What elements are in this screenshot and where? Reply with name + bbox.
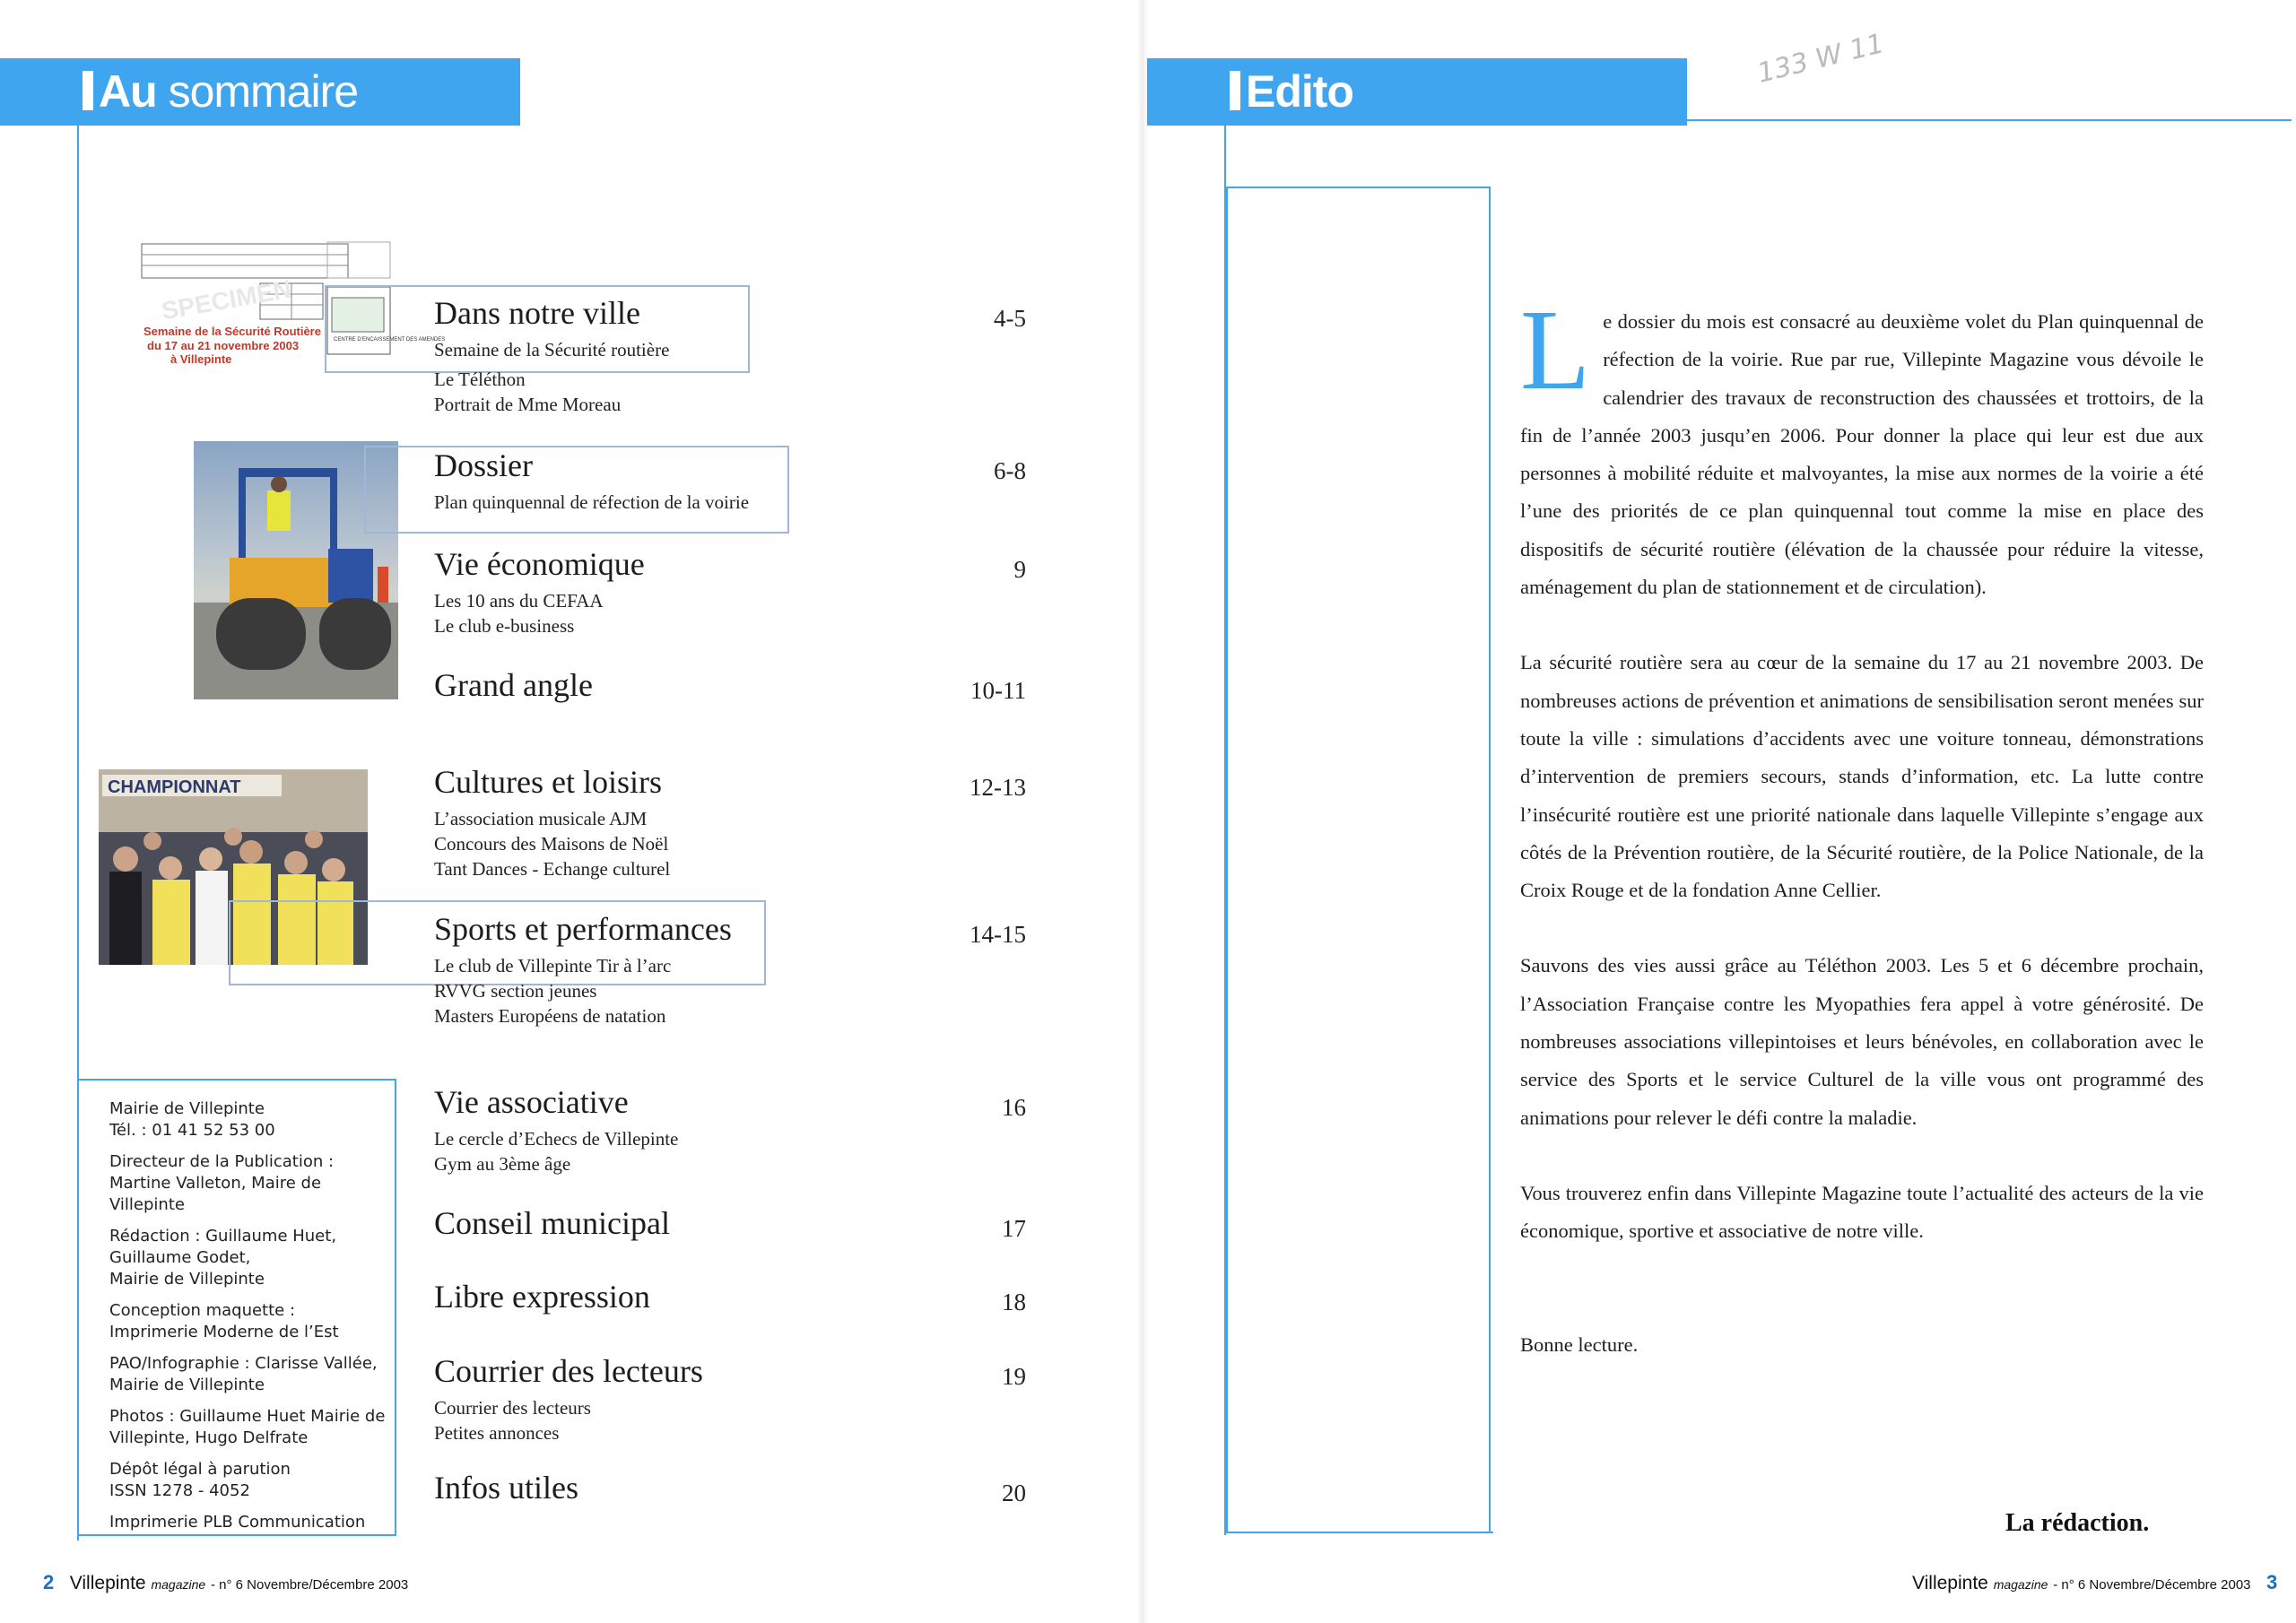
folio-issue: - n° 6 Novembre/Décembre 2003 xyxy=(211,1577,409,1593)
credits-box xyxy=(77,1079,396,1536)
ticket-line1: Semaine de la Sécurité Routière xyxy=(144,325,321,338)
toc-page-number: 17 xyxy=(1002,1215,1026,1242)
toc-page-number: 18 xyxy=(1002,1289,1026,1315)
sommaire-header-band xyxy=(0,58,520,126)
toc-title: Libre expression xyxy=(434,1279,650,1315)
toc-page-number: 10-11 xyxy=(970,677,1026,704)
handwritten-annotation: 133 W 11 xyxy=(1753,28,1888,90)
toc-page-number: 12-13 xyxy=(970,774,1026,801)
toc-entry-grand-angle[interactable] xyxy=(434,668,1026,704)
edito-closing: Bonne lecture. xyxy=(1520,1332,1639,1356)
toc-subitem: Courrier des lecteurs xyxy=(434,1396,591,1419)
toc-page-number: 16 xyxy=(1002,1094,1026,1121)
toc-subitem: L’association musicale AJM xyxy=(434,807,648,829)
toc-title: Vie économique xyxy=(434,546,645,582)
toc-subitem: Le club e-business xyxy=(434,614,575,637)
toc-page-number: 20 xyxy=(1002,1480,1026,1506)
toc-title: Grand angle xyxy=(434,667,593,703)
toc-entry-libre[interactable] xyxy=(434,1280,1026,1315)
ticket-line3: à Villepinte xyxy=(170,352,232,366)
credit-block: Mairie de Villepinte Tél. : 01 41 52 53 00 xyxy=(109,1099,275,1140)
toc-page-number: 14-15 xyxy=(970,921,1026,948)
toc-subitem: Gym au 3ème âge xyxy=(434,1152,571,1175)
left-page xyxy=(0,0,1144,1623)
toc-entry-conseil[interactable] xyxy=(434,1206,1026,1242)
toc-title: Infos utiles xyxy=(434,1470,578,1506)
page-number: 2 xyxy=(43,1571,55,1593)
header-bar-mark xyxy=(1230,71,1240,110)
credit-block: Conception maquette : Imprimerie Moderne de l’Est xyxy=(109,1301,339,1341)
toc-subitem: Concours des Maisons de Noël xyxy=(434,832,669,855)
folio-name: Villepinte xyxy=(69,1573,146,1593)
credit-block: PAO/Infographie : Clarisse Vallée, Mairie de Villepinte xyxy=(109,1354,378,1394)
toc-subitem: Petites annonces xyxy=(434,1421,560,1444)
folio-mag: magazine xyxy=(151,1577,206,1592)
toc-title: Conseil municipal xyxy=(434,1205,670,1241)
toc-subitem: Tant Dances - Echange culturel xyxy=(434,857,671,880)
toc-entry-courrier[interactable] xyxy=(434,1354,1026,1445)
edito-header-band xyxy=(1147,58,1687,126)
svg-text:SPECIMEN: SPECIMEN xyxy=(159,274,294,325)
edito-paragraph: Le dossier du mois est consacré au deuxième volet du Plan quinquennal de réfection de la voirie. Rue par rue, Villepinte Magazine vous dévoile le calendrier des travaux de reconstruction des chaussées et trottoirs, de la fin de l’année 2003 jusqu’en 2006. Pour donner la place qui leur est due aux personnes à mobilité réduite et malvoyantes, la mise aux normes de la voirie a été l’une des priorités de ce plan quinquennal tout comme la mise en place des dispositifs de sécurité routière (élévation de la chaussée pour réduire la vitesse, aménagement du plan de stationnement et de circulation). xyxy=(1520,286,2204,599)
edito-header: Edito xyxy=(1230,65,1353,117)
right-folio xyxy=(1912,1571,2277,1594)
edito-paragraph: La sécurité routière sera au cœur de la semaine du 17 au 21 novembre 2003. De nombreuses actions de prévention et animations de sensibilisation seront menées sur toute la ville : simulations d’accidents avec une voiture tonneau, démonstrations d’intervention de premiers secours, stands d’information, etc. La lutte contre l’insécurité routière est une priorité nationale dans laquelle Villepinte s’engage aux côtés de la Prévention routière, de la Sécurité routière, de la Police Nationale, de la Croix Rouge et de la fondation Anne Cellier. xyxy=(1520,651,2204,902)
sommaire-header-rest: sommaire xyxy=(168,66,359,117)
toc-title: Cultures et loisirs xyxy=(434,764,662,800)
toc-entry-economique[interactable] xyxy=(434,547,1026,638)
toc-page-number: 4-5 xyxy=(994,305,1026,332)
credit-block: Rédaction : Guillaume Huet, Guillaume Godet, Mairie de Villepinte xyxy=(109,1227,337,1289)
toc-entry-infos[interactable] xyxy=(434,1471,1026,1506)
folio-name: Villepinte xyxy=(1912,1573,1988,1593)
edito-paragraph: Vous trouverez enfin dans Villepinte Magazine toute l’actualité des acteurs de la vie économique, sportive et associative de notre ville. xyxy=(1520,1181,2204,1243)
folio-issue: - n° 6 Novembre/Décembre 2003 xyxy=(2053,1577,2251,1593)
dropcap-letter: L xyxy=(1520,286,1591,413)
folio-mag: magazine xyxy=(1993,1577,2048,1592)
header-bar-mark xyxy=(83,71,93,110)
edito-side-column xyxy=(1226,187,1491,1533)
toc-title: Dossier xyxy=(434,447,533,483)
edito-body xyxy=(1520,286,2204,1402)
toc-subitem: Le club de Villepinte Tir à l’arc xyxy=(434,954,672,976)
toc-subitem: RVVG section jeunes xyxy=(434,979,597,1002)
toc-page-number: 6-8 xyxy=(994,457,1026,484)
edito-paragraph: Sauvons des vies aussi grâce au Téléthon 2003. Les 5 et 6 décembre prochain, l’Association Française contre les Myopathies fera appel à votre générosité. De nombreuses associations villepintoises et leurs bénévoles, en collaboration avec le service des Sports et le service Culturel de la ville vous ont programmé des animations pour relever le défi contre la maladie. xyxy=(1520,954,2204,1129)
sommaire-header: Au sommaire xyxy=(83,65,358,117)
toc-title: Dans notre ville xyxy=(434,295,640,331)
ticket-stamp: CENTRE D’ENCAISSEMENT DES AMENDES xyxy=(334,337,446,343)
toc-subitem: Le cercle d’Echecs de Villepinte xyxy=(434,1127,679,1150)
toc-subitem: Masters Européens de natation xyxy=(434,1004,666,1027)
credit-block: Imprimerie PLB Communication xyxy=(109,1513,366,1532)
toc-entry-cultures[interactable] xyxy=(434,765,1026,881)
toc-subitem: Portrait de Mme Moreau xyxy=(434,393,622,415)
credit-block: Dépôt légal à parution ISSN 1278 - 4052 xyxy=(109,1460,291,1500)
photo-banner-text: CHAMPIONNAT xyxy=(108,777,241,797)
toc-subitem: Le Téléthon xyxy=(434,368,526,390)
credit-block: Directeur de la Publication : Martine Valleton, Maire de Villepinte xyxy=(109,1152,335,1214)
toc-page-number: 9 xyxy=(1013,556,1026,583)
toc-entry-associative[interactable] xyxy=(434,1085,1026,1176)
edito-header-rule xyxy=(1687,119,2292,121)
ticket-line2: du 17 au 21 novembre 2003 xyxy=(147,339,300,352)
page-number: 3 xyxy=(2266,1571,2278,1593)
credit-block: Photos : Guillaume Huet Mairie de Villepinte, Hugo Delfrate xyxy=(109,1407,386,1447)
left-folio xyxy=(43,1571,408,1594)
toc-title: Sports et performances xyxy=(434,911,732,947)
toc-subitem: Plan quinquennal de réfection de la voirie xyxy=(434,490,750,513)
toc-entry-ville[interactable] xyxy=(434,296,1026,417)
toc-title: Vie associative xyxy=(434,1084,629,1120)
toc-subitem: Les 10 ans du CEFAA xyxy=(434,589,604,612)
toc-page-number: 19 xyxy=(1002,1363,1026,1390)
toc-subitem: Semaine de la Sécurité routière xyxy=(434,338,670,360)
edito-signature: La rédaction. xyxy=(2005,1509,2150,1537)
toc-entry-sports[interactable] xyxy=(434,912,1026,1028)
toc-title: Courrier des lecteurs xyxy=(434,1353,703,1389)
toc-entry-dossier[interactable] xyxy=(434,448,1026,515)
